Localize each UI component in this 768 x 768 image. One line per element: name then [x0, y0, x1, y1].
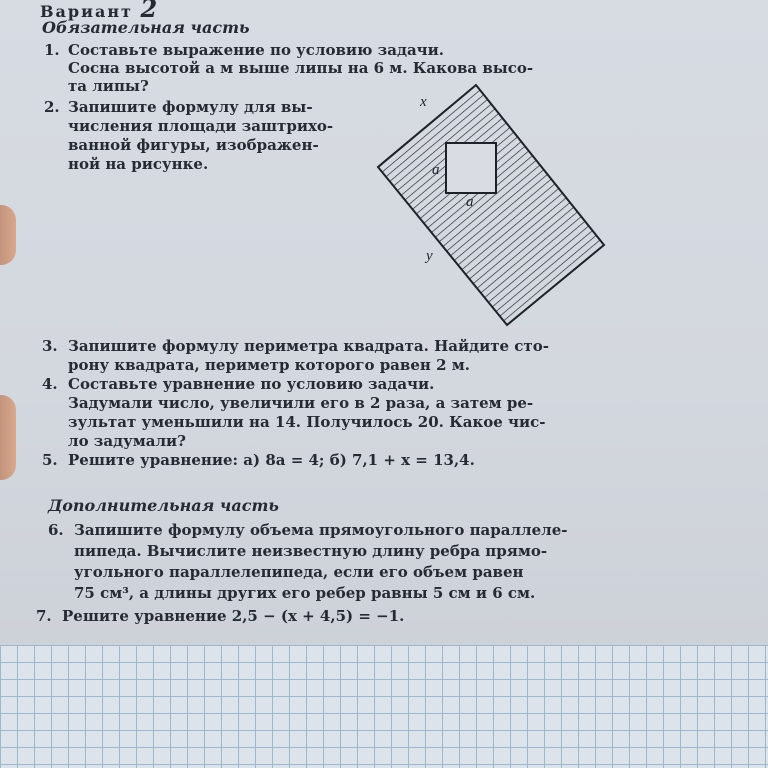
task-4-line-4: ло задумали? — [68, 432, 186, 450]
task-7-number: 7. — [36, 607, 52, 625]
variant-number: 2 — [140, 0, 160, 23]
task-1-line-3: та липы? — [68, 77, 149, 95]
task-1-number: 1. — [44, 41, 60, 59]
task-4-line-3: зультат уменьшили на 14. Получилось 20. Какое чис- — [68, 413, 546, 431]
label-x: x — [420, 94, 427, 110]
task-2-line-1: Запишите формулу для вы- — [68, 98, 313, 116]
task-1-line-2: Сосна высотой a м выше липы на 6 м. Какова высо- — [68, 59, 534, 77]
task-3-number: 3. — [42, 337, 58, 355]
task-6-line-4: 75 см³, а длины других его ребер равны 5 см и 6 см. — [74, 584, 536, 602]
task-2-number: 2. — [44, 98, 60, 116]
task-4-line-2: Задумали число, увеличили его в 2 раза, а затем ре- — [68, 394, 534, 412]
label-a-side: a — [432, 162, 440, 178]
additional-heading: Дополнительная часть — [48, 496, 279, 515]
label-a-bottom: a — [466, 194, 474, 210]
finger-left-bottom — [0, 395, 16, 480]
inner-square — [446, 143, 496, 193]
task-7-line-1: Решите уравнение 2,5 − (x + 4,5) = −1. — [62, 607, 405, 625]
variant-label: Вариант — [40, 2, 133, 21]
task-6-number: 6. — [48, 521, 64, 539]
finger-left-top — [0, 205, 16, 265]
task-6-line-1: Запишите формулу объема прямоугольного параллеле- — [74, 521, 568, 539]
task-5-number: 5. — [42, 451, 58, 469]
task-4-line-1: Составьте уравнение по условию задачи. — [68, 375, 435, 393]
rectangle-shaded — [378, 85, 604, 325]
task-2-line-4: ной на рисунке. — [68, 155, 209, 173]
graph-paper-background — [0, 645, 768, 768]
label-y: y — [426, 248, 433, 264]
mandatory-heading: Обязательная часть — [42, 18, 250, 37]
task-3-line-2: рону квадрата, периметр которого равен 2 м. — [68, 356, 470, 374]
task-1-line-1: Составьте выражение по условию задачи. — [68, 41, 444, 59]
task-5-line-1: Решите уравнение: а) 8a = 4; б) 7,1 + x = 13,4. — [68, 451, 475, 469]
task-6-line-3: угольного параллелепипеда, если его объем равен — [74, 563, 524, 581]
task-2-line-2: числения площади заштрихо- — [68, 117, 334, 135]
task-4-number: 4. — [42, 375, 58, 393]
task-3-line-1: Запишите формулу периметра квадрата. Найдите сто- — [68, 337, 549, 355]
task-6-line-2: пипеда. Вычислите неизвестную длину ребра прямо- — [74, 542, 548, 560]
task-2-line-3: ванной фигуры, изображен- — [68, 136, 319, 154]
shaded-figure — [370, 80, 610, 330]
